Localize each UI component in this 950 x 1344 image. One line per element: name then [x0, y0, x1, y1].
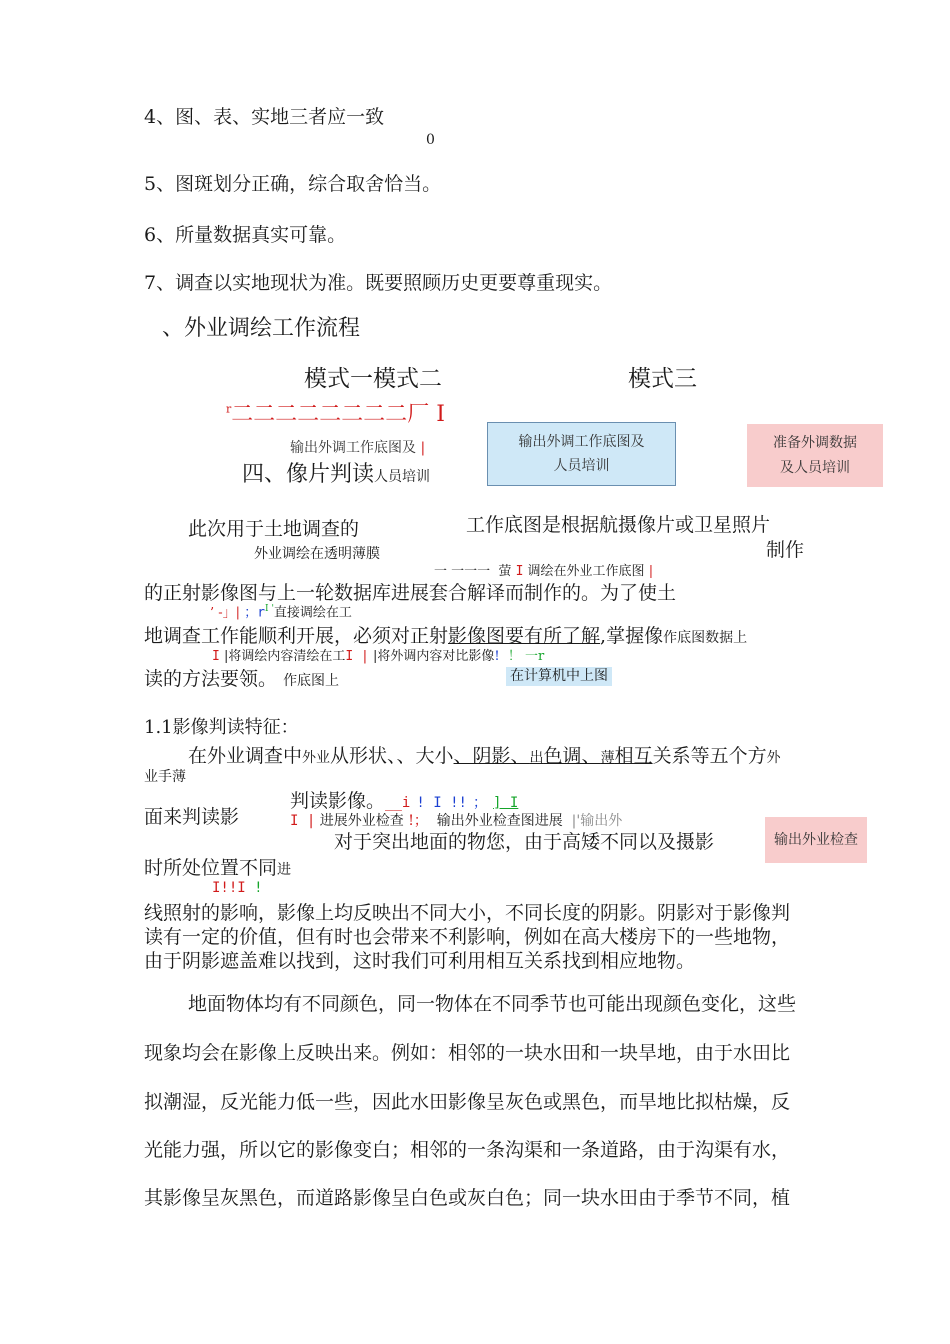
p2-row-t2: 输出外业检查图进展 [436, 813, 563, 829]
dash-mark: r [226, 402, 232, 416]
frag1-end: | [648, 564, 654, 579]
frag1-word: 萤 [498, 564, 512, 579]
para1-line2: 的正射影像图与上一轮数据库进展套合解译而制作的。为了使土 [144, 582, 677, 604]
para2-marks [212, 880, 263, 897]
line4-small: 作底图上 [283, 673, 340, 689]
mode-one-two-label: 模式一模式二 [304, 366, 442, 392]
principle-5: 5、图斑划分正确，综合取舍恰当。 [144, 173, 442, 195]
output-base-label: 输出外调工作底图及 [290, 440, 416, 456]
frag3-exclaim: ! [494, 649, 500, 664]
para2-left: 面来判读影 [144, 806, 240, 828]
line3-a: 地调查工作能顺利开展，必须对正射 [144, 625, 449, 647]
para2-line1 [188, 745, 781, 768]
para3-line2: 读有一定的价值，但有时也会带来不利影响，例如在高大楼房下的一些地物， [144, 926, 791, 948]
frag1-dash: 一 一一一 [434, 564, 491, 579]
section-1-1-heading: 1.1影像判读特征： [144, 717, 299, 738]
para4-line1: 地面物体均有不同颜色，同一物体在不同季节也可能出现颜色变化，这些 [188, 993, 797, 1015]
output-base-label-row [290, 440, 425, 457]
p2-judge-m4: ] I [493, 795, 519, 811]
para4-line2: 现象均会在影像上反映出来。例如：相邻的一块水田和一块旱地，由于水田比 [144, 1042, 791, 1064]
p2-end: 关系等五个方 [652, 745, 767, 767]
para3-line3: 由于阴影遮盖难以找到，这时我们可利用相互关系找到相应地物。 [144, 950, 696, 972]
frag2-sup: I ' [265, 604, 274, 614]
frag3-bar1: I [212, 649, 220, 664]
para2-small-line: 业手薄 [144, 769, 186, 785]
para4-line3: 拟潮湿，反光能力低一些，因此水田影像呈灰色或黑色，而旱地比拟枯燥，反 [144, 1091, 791, 1113]
line3-small: 作底图数据上 [663, 630, 748, 646]
output-check-box [765, 817, 867, 863]
computer-box: 在计算机中上图 [506, 667, 612, 686]
p2-row-bar: I | [290, 813, 316, 829]
para1-frag2 [210, 604, 352, 621]
p2-row-ex: !； [408, 813, 428, 829]
p2-marks-red: I!!I [212, 880, 246, 896]
para4-line5: 其影像呈灰黑色，而道路影像呈白色或灰白色；同一块水田由于季节不同，植 [144, 1187, 791, 1209]
para1-line4 [144, 668, 339, 691]
p2-u2: 色调、 [543, 745, 601, 767]
p2-c: 时所处位置不同 [144, 857, 278, 879]
para1-b2: 制作 [766, 539, 805, 561]
section4-heading [242, 462, 430, 488]
frag2-text: 直接调绘在工 [273, 605, 352, 621]
p2-judge: 判读影像。 [290, 790, 386, 812]
p2-u1: 、阴影、 [453, 745, 530, 767]
p2-small2: 薄 [600, 750, 615, 766]
p2-small3: 外 [766, 750, 781, 766]
p2-u3: 相互 [614, 745, 653, 767]
principle-4: 4、图、表、实地三者应一致 [144, 106, 385, 128]
line4-text: 读的方法要领。 [144, 668, 278, 690]
flow-box-mode2-line1: 输出外调工作底图及 [518, 433, 645, 450]
para1-frag1 [434, 564, 653, 580]
section-workflow-heading: 、外业调绘工作流程 [162, 316, 361, 341]
frag3-bar2: I | [345, 649, 369, 664]
principle-7: 7、调查以实地现状为准。既要照顾历史更要尊重现实。 [144, 272, 613, 294]
dash-bar: I [436, 402, 445, 427]
p2-marks-green: ! [254, 880, 263, 896]
para2-line-b: 对于突出地面的物您，由于高矮不同以及摄影 [334, 831, 715, 853]
line3-underlined: 影像图要有所了解 [448, 625, 601, 647]
p2-judge-m1: __i [385, 795, 411, 811]
line3-b: ,掌握像 [600, 625, 664, 647]
mode-three-label: 模式三 [628, 366, 697, 392]
para2-progress-row [290, 813, 622, 830]
dash-line: 二二二二二二二二厂 [231, 402, 430, 427]
principle-6: 6、所量数据真实可靠。 [144, 224, 347, 246]
para3-line1: 线照射的影响，影像上均反映出不同大小，不同长度的阴影。阴影对于影像判 [144, 902, 791, 924]
p2-small1: 出 [529, 750, 544, 766]
p2-a: 在外业调查中 [188, 745, 303, 767]
frag3-t2: |将外调内容对比影像 [372, 649, 495, 664]
frag1-bar: I [515, 564, 524, 579]
p2-c-small: 进 [277, 862, 292, 878]
stray-zero: 0 [426, 132, 435, 148]
p2-judge-m2: ! I !! [416, 795, 467, 811]
para1-a: 此次用于土地调查的 [188, 518, 360, 540]
para1-b: 工作底图是根据航摄像片或卫星照片 [466, 514, 771, 536]
para4-line4: 光能力强，所以它的影像变白；相邻的一条沟渠和一条道路，由于沟渠有水， [144, 1139, 791, 1161]
frag1-text: 调绘在外业工作底图 [527, 564, 645, 579]
para2-line-c [144, 857, 291, 880]
flow-box-mode3 [747, 424, 883, 487]
frag2-r: r [257, 605, 266, 621]
p2-b: 从形状、、大小 [330, 745, 454, 767]
para1-a-small: 外业调绘在透明薄膜 [254, 546, 380, 562]
section4-small: 人员培训 [374, 469, 431, 485]
p2-judge-m3: ； [472, 795, 487, 811]
p2-a-small: 外业 [302, 750, 331, 766]
p2-row-t3: |'输出外 [571, 813, 623, 829]
flow-box-mode2-line2: 人员培训 [553, 458, 610, 474]
flow-box-mode2 [487, 422, 676, 486]
flow-box-mode3-line1: 准备外调数据 [773, 435, 857, 451]
output-base-bar: | [420, 440, 426, 456]
frag3-t1: |将调绘内容清绘在工 [223, 649, 346, 664]
para1-line3 [144, 625, 747, 648]
frag3-end: ！ 一r [507, 649, 545, 664]
p2-row-t1: 进展外业检查 [319, 813, 404, 829]
flow-dash-row [226, 402, 445, 428]
frag2-semi: ； [244, 605, 258, 621]
section4-title: 四、像片判读 [242, 462, 375, 487]
flow-box-mode3-line2: 及人员培训 [780, 459, 850, 476]
para1-frag3 [212, 649, 544, 665]
para2-judge-row [290, 790, 518, 813]
frag2-mark: ’ -」| [210, 605, 241, 621]
output-check-box-label: 输出外业检查 [774, 831, 858, 848]
